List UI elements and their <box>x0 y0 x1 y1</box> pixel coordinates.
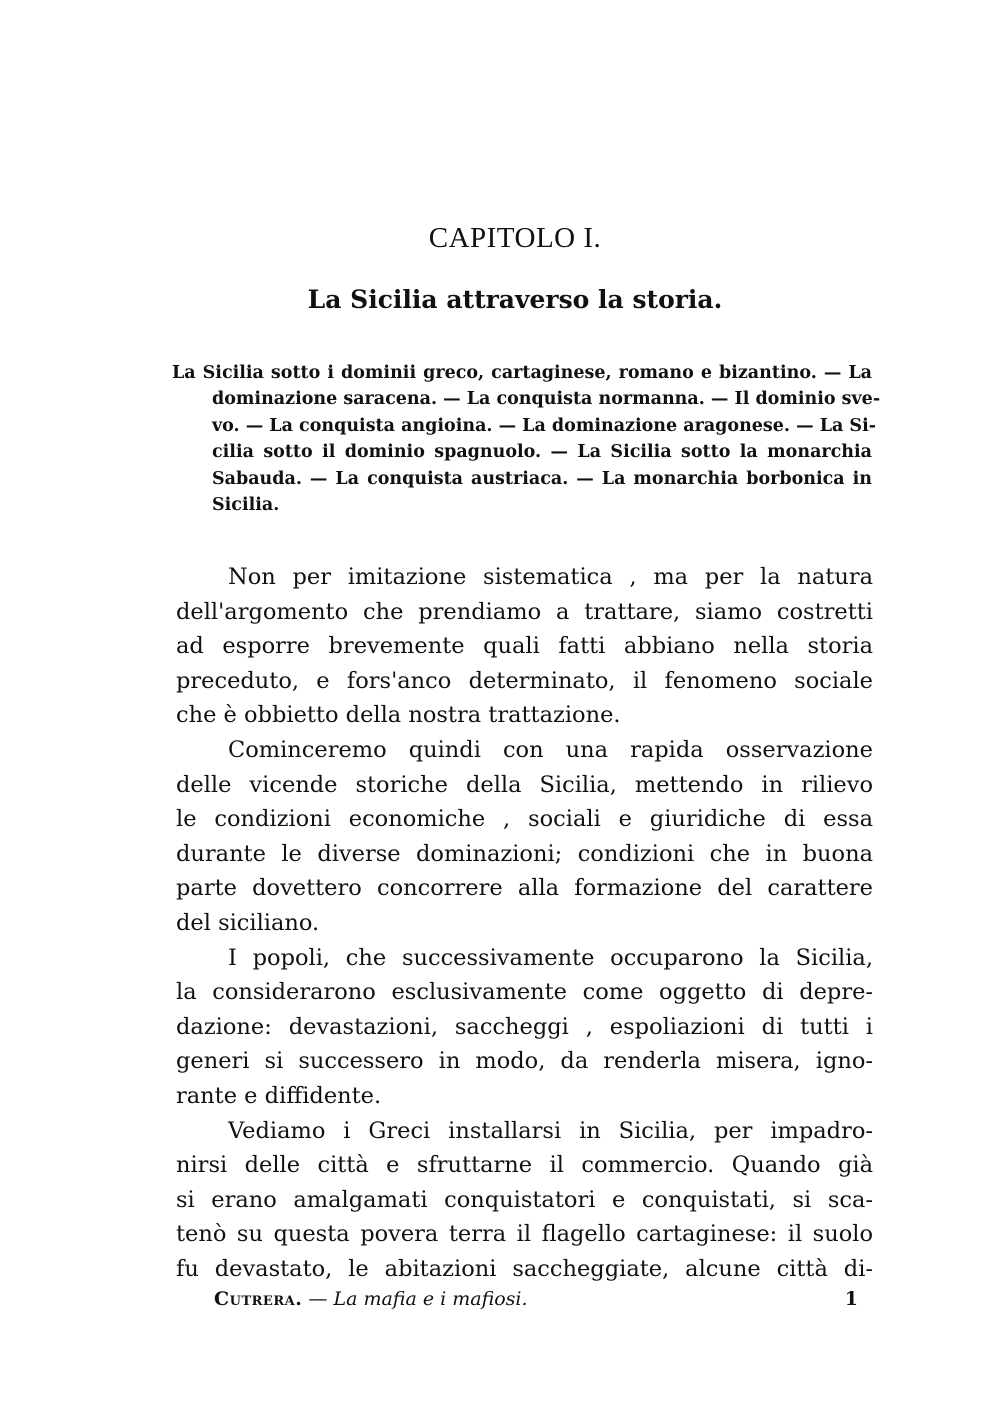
text-line: Non per imitazione sistematica , ma per la natura <box>228 564 873 590</box>
summary-line: Sabauda. — La conquista austriaca. — La monarchia borbonica in <box>212 468 872 489</box>
text-line: I popoli, che successivamente occuparono la Sicilia, <box>228 944 873 971</box>
text-line: Cominceremo quindi con una rapida osservazione <box>228 736 873 763</box>
text-line: del siciliano. <box>176 909 320 936</box>
text-line: parte dovettero concorrere alla formazione del carattere <box>176 875 873 902</box>
paragraph <box>176 733 873 941</box>
text-line: tenò su questa povera terra il flagello cartaginese: il suolo <box>176 1221 873 1248</box>
text-line: che è obbietto della nostra trattazione. <box>176 702 621 729</box>
summary-line: cilia sotto il dominio spagnuolo. — La Sicilia sotto la monarchia <box>212 442 872 463</box>
text-line: la considerarono esclusivamente come oggetto di depre- <box>176 979 873 1006</box>
signature-number: 1 <box>844 1288 858 1310</box>
text-line: si erano amalgamati conquistatori e conquistati, si sca- <box>176 1186 873 1213</box>
paragraph <box>176 941 873 1114</box>
text-line: le condizioni economiche , sociali e giuridiche di essa <box>176 806 873 833</box>
paragraph <box>176 1114 873 1287</box>
paragraph <box>176 560 873 733</box>
text-line: preceduto, e fors'anco determinato, il fenomeno sociale <box>176 667 873 694</box>
page-footer <box>214 1288 858 1310</box>
text-line: fu devastato, le abitazioni saccheggiate, alcune città di- <box>176 1255 873 1282</box>
text-line: ad esporre brevemente quali fatti abbiano nella storia <box>176 633 873 660</box>
text-line: generi si successero in modo, da renderla misera, igno- <box>176 1048 873 1075</box>
summary-line: dominazione saracena. — La conquista normanna. — Il dominio sve- <box>212 389 881 410</box>
footer-separator: — <box>302 1288 334 1310</box>
summary-line: Sicilia. <box>212 495 280 516</box>
text-line: dell'argomento che prendiamo a trattare, siamo costretti <box>176 598 873 625</box>
text-line: dazione: devastazioni, saccheggi , espoliazioni di tutti i <box>176 1013 873 1040</box>
text-line: durante le diverse dominazioni; condizioni che in buona <box>176 840 873 867</box>
chapter-summary <box>172 360 881 518</box>
text-line: rante e diffidente. <box>176 1082 382 1109</box>
chapter-heading: CAPITOLO I. <box>428 222 602 254</box>
summary-line: La Sicilia sotto i dominii greco, cartaginese, romano e bizantino. — La <box>172 363 872 383</box>
text-line: nirsi delle città e sfruttarne il commercio. Quando già <box>176 1152 873 1179</box>
summary-line: vo. — La conquista angioina. — La dominazione aragonese. — La Si- <box>212 415 876 436</box>
text-line: Vediamo i Greci installarsi in Sicilia, per impadro- <box>228 1117 873 1144</box>
body-text <box>176 560 873 1286</box>
text-line: delle vicende storiche della Sicilia, mettendo in rilievo <box>176 771 873 798</box>
footer-author: Cutrera. <box>214 1288 303 1310</box>
chapter-title: La Sicilia attraverso la storia. <box>307 285 723 314</box>
footer-book-title: La mafia e i mafiosi. <box>333 1288 528 1310</box>
